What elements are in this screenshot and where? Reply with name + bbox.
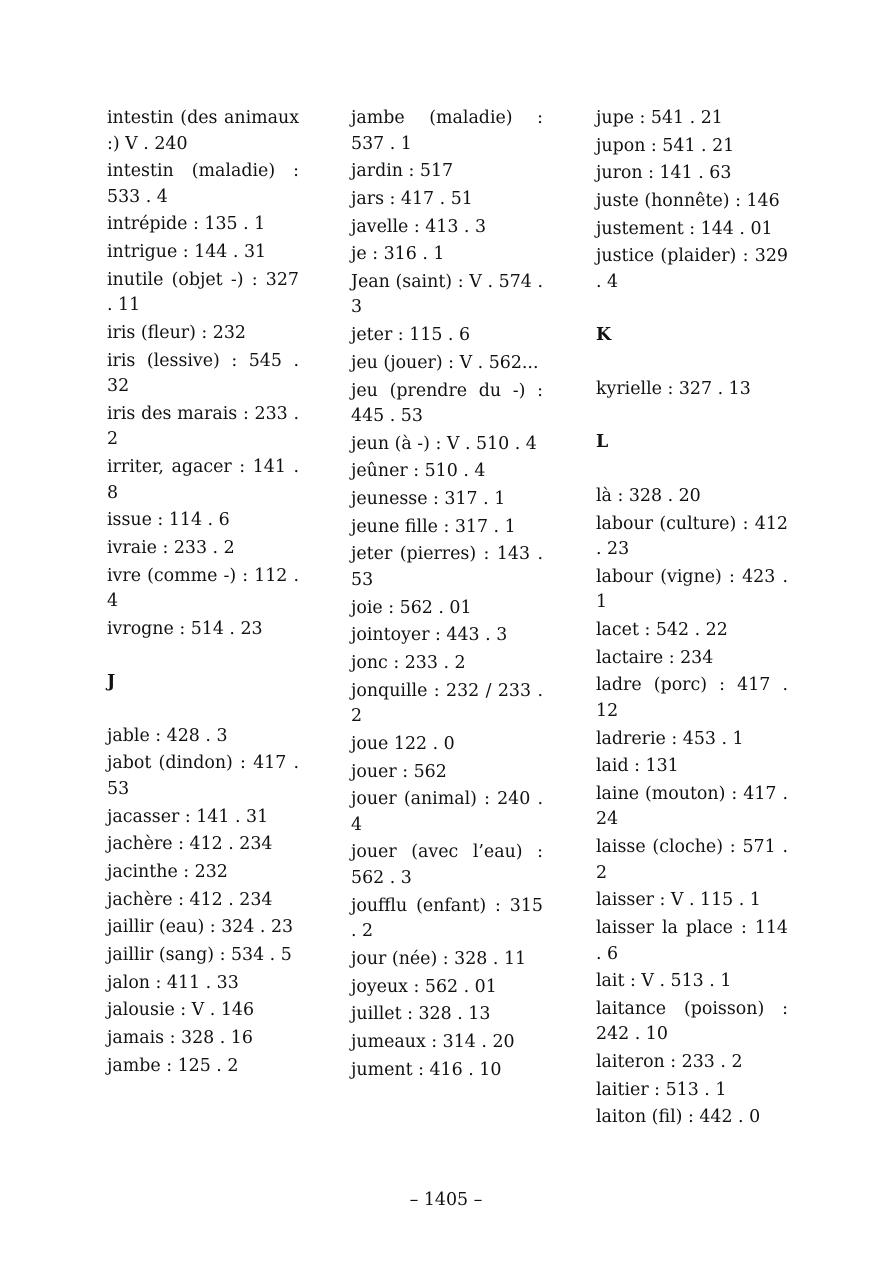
index-entry: jacinthe : 232 — [107, 862, 228, 882]
index-entry: iris (fleur) : 232 — [107, 322, 246, 343]
index-entry: jeûner : 510 . 4 — [351, 461, 486, 482]
index-entry: jable : 428 . 3 — [107, 725, 228, 746]
index-entry: iris (lessive) : 545 . 32 — [107, 350, 299, 397]
index-entry: juron : 141 . 63 — [596, 163, 732, 184]
section-letter-k: K — [596, 325, 612, 346]
index-entry: juste (honnête) : 146 — [596, 191, 780, 212]
index-entry: jouer (animal) : 240 . 4 — [351, 789, 543, 835]
index-entry: laine (mouton) : 417 . 24 — [596, 783, 788, 830]
index-entry: irriter, agacer : 141 . 8 — [107, 457, 299, 503]
index-entry: laid : 131 — [596, 756, 679, 777]
index-entry: intestin (maladie) : 533 . 4 — [107, 161, 299, 207]
index-entry: jambe (maladie) : 537 . 1 — [351, 108, 543, 154]
index-entry: jonquille : 232 / 233 . 2 — [351, 680, 543, 727]
index-entry: laiteron : 233 . 2 — [596, 1052, 743, 1073]
index-entry: jointoyer : 443 . 3 — [351, 625, 508, 646]
index-entry: jeu (prendre du -) : 445 . 53 — [351, 380, 543, 426]
index-entry: jour (née) : 328 . 11 — [351, 948, 527, 969]
index-entry: laitance (poisson) : 242 . 10 — [596, 998, 788, 1045]
index-entry: jalousie : V . 146 — [107, 1000, 255, 1021]
page-number: – 1405 – — [409, 1190, 483, 1210]
index-entry: laitier : 513 . 1 — [596, 1079, 727, 1100]
index-entry: là : 328 . 20 — [596, 485, 701, 506]
section-letter-l: L — [596, 432, 609, 453]
index-entry: jeunesse : 317 . 1 — [351, 489, 506, 510]
index-entry: jument : 416 . 10 — [351, 1059, 502, 1080]
index-entry: joie : 562 . 01 — [351, 597, 472, 618]
index-entry: jabot (dindon) : 417 . 53 — [107, 753, 299, 799]
index-entry: intrigue : 144 . 31 — [107, 242, 267, 263]
index-column-2 — [351, 106, 543, 1085]
index-entry: jaillir (eau) : 324 . 23 — [107, 917, 294, 938]
index-entry: jouer : 562 — [351, 761, 447, 782]
index-entry: ivrogne : 514 . 23 — [107, 618, 263, 639]
index-entry: lactaire : 234 — [596, 647, 714, 668]
index-entry: je : 316 . 1 — [351, 244, 445, 265]
index-entry: labour (culture) : 412 . 23 — [596, 513, 788, 560]
index-entry: jardin : 517 — [351, 161, 454, 182]
index-entry: jupe : 541 . 21 — [596, 108, 723, 128]
index-column-3 — [596, 106, 788, 1133]
index-entry: jaillir (sang) : 534 . 5 — [107, 945, 292, 966]
index-entry: jupon : 541 . 21 — [596, 135, 735, 156]
index-entry: lacet : 542 . 22 — [596, 620, 728, 640]
index-entry: jacasser : 141 . 31 — [107, 806, 269, 827]
index-entry: ivraie : 233 . 2 — [107, 537, 235, 558]
index-entry: jamais : 328 . 16 — [107, 1028, 253, 1049]
index-entry: jambe : 125 . 2 — [107, 1055, 239, 1076]
index-entry: ivre (comme -) : 112 . 4 — [107, 565, 299, 612]
index-entry: joue 122 . 0 — [351, 733, 455, 754]
index-entry: Jean (saint) : V . 574 . 3 — [351, 271, 543, 318]
index-entry: ladrerie : 453 . 1 — [596, 728, 744, 749]
index-entry: intrépide : 135 . 1 — [107, 214, 266, 235]
index-entry: jonc : 233 . 2 — [351, 653, 466, 673]
index-entry: joyeux : 562 . 01 — [351, 976, 497, 997]
index-entry: laisse (cloche) : 571 . 2 — [596, 837, 788, 883]
index-entry: lait : V . 513 . 1 — [596, 971, 732, 992]
index-entry: justice (plaider) : 329 . 4 — [596, 246, 788, 292]
index-entry: jeter (pierres) : 143 . 53 — [351, 544, 543, 590]
index-entry: javelle : 413 . 3 — [351, 216, 487, 237]
index-entry: iris des marais : 233 . 2 — [107, 403, 299, 450]
index-entry: joufflu (enfant) : 315 . 2 — [351, 895, 543, 942]
index-entry: kyrielle : 327 . 13 — [596, 378, 751, 399]
index-entry: ladre (porc) : 417 . 12 — [596, 675, 788, 721]
section-letter-j: J — [107, 672, 116, 693]
index-entry: jeu (jouer) : V . 562... — [351, 352, 539, 373]
index-entry: laisser : V . 115 . 1 — [596, 890, 761, 911]
index-entry: jachère : 412 . 234 — [107, 834, 273, 855]
index-entry: laisser la place : 114 . 6 — [596, 918, 788, 964]
index-entry: intestin (des animaux :) V . 240 — [107, 108, 299, 154]
index-column-1 — [107, 106, 299, 1082]
index-entry: jouer (avec l’eau) : 562 . 3 — [351, 842, 543, 888]
index-entry: jeun (à -) : V . 510 . 4 — [351, 433, 537, 454]
index-entry: jeune fille : 317 . 1 — [351, 516, 516, 537]
index-entry: justement : 144 . 01 — [596, 218, 773, 239]
index-entry: labour (vigne) : 423 . 1 — [596, 566, 788, 613]
index-entry: jalon : 411 . 33 — [107, 972, 239, 993]
index-entry: inutile (objet -) : 327 . 11 — [107, 269, 299, 316]
index-entry: juillet : 328 . 13 — [351, 1004, 491, 1025]
index-entry: laiton (fil) : 442 . 0 — [596, 1107, 761, 1128]
index-entry: jumeaux : 314 . 20 — [351, 1031, 515, 1052]
index-entry: jeter : 115 . 6 — [351, 325, 471, 346]
index-entry: jars : 417 . 51 — [351, 188, 473, 209]
index-entry: issue : 114 . 6 — [107, 510, 230, 531]
index-entry: jachère : 412 . 234 — [107, 889, 273, 910]
